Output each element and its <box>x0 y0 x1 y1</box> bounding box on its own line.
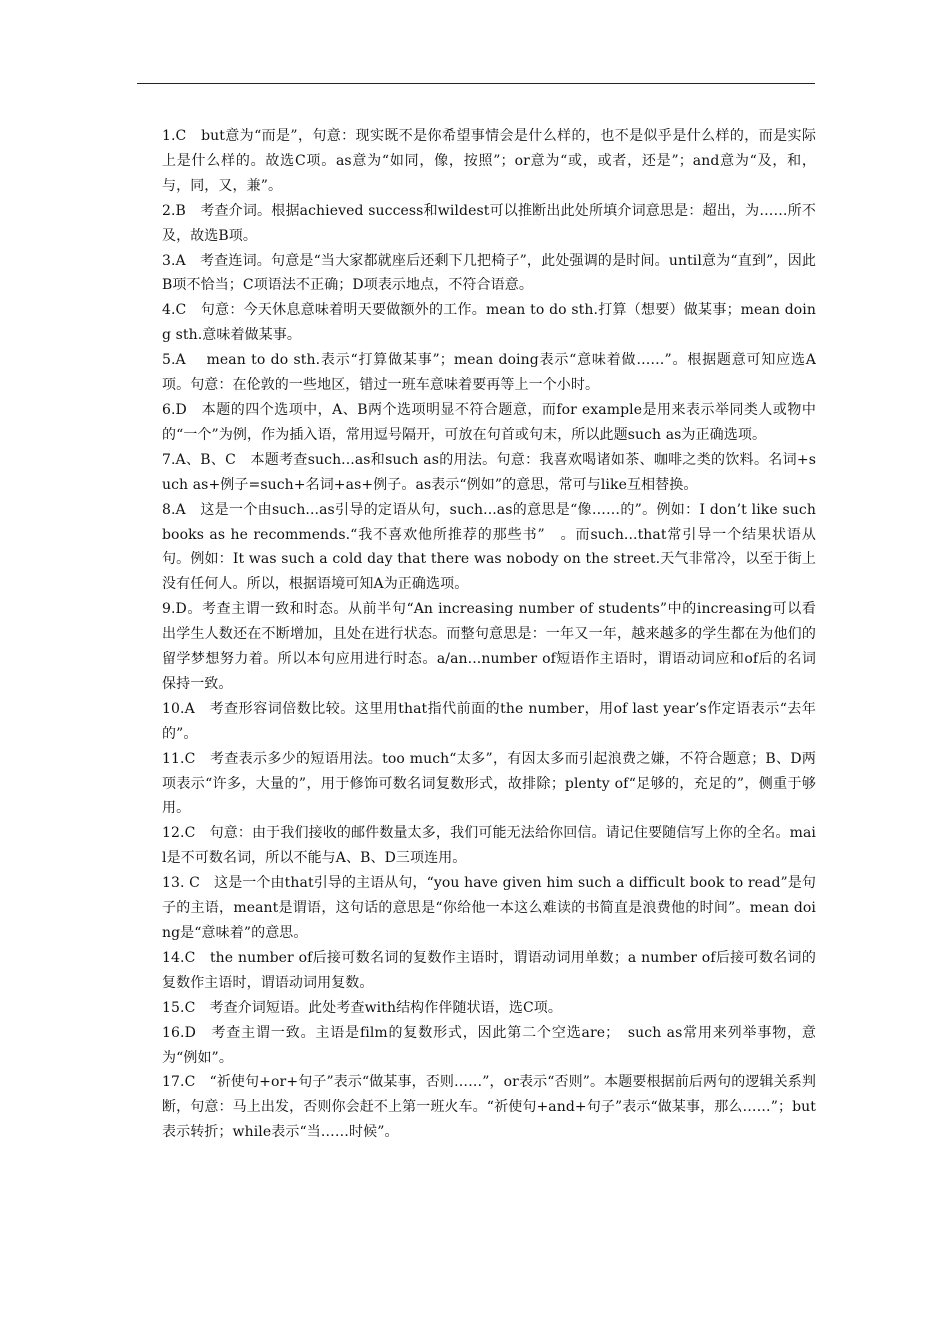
answer-item-16: 16.D 考查主谓一致。主语是film的复数形式，因此第二个空选are； such as常用来列举事物，意为“例如”。 <box>162 1024 816 1066</box>
answer-item-5: 5.A mean to do sth.表示“打算做某事”；mean doing表示“意味着做……”。根据题意可知应选A项。句意：在伦敦的一些地区，错过一班车意味着要再等上一个小时。 <box>162 352 816 394</box>
answer-item-12: 12.C 句意：由于我们接收的邮件数量太多，我们可能无法给你回信。请记住要随信写上你的全名。mail是不可数名词，所以不能与A、B、D三项连用。 <box>162 825 816 867</box>
answer-item-14: 14.C the number of后接可数名词的复数作主语时，谓语动词用单数；a number of后接可数名词的复数作主语时，谓语动词用复数。 <box>162 949 816 991</box>
header-rule <box>137 83 815 84</box>
answer-item-8: 8.A 这是一个由such...as引导的定语从句，such...as的意思是“像……的”。例如：I don’t like such books as he recommends.“我不喜欢他所推荐的那些书” 。而such...that常引导一个结果状语从句。例如：It was such a cold day that there was nobody on the street.天气非常冷，以至于街上没有任何人。所以，根据语境可知A为正确选项。 <box>162 501 816 593</box>
answer-item-1: 1.C but意为“而是”，句意：现实既不是你希望事情会是什么样的，也不是似乎是什么样的，而是实际上是什么样的。故选C项。as意为“如同，像，按照”；or意为“或，或者，还是”；and意为“及，和，与，同，又，兼”。 <box>162 128 816 194</box>
answer-item-6: 6.D 本题的四个选项中，A、B两个选项明显不符合题意，而for example是用来表示举同类人或物中的“一个”为例，作为插入语，常用逗号隔开，可放在句首或句末，所以此题such as为正确选项。 <box>162 401 816 443</box>
answer-item-11: 11.C 考查表示多少的短语用法。too much“太多”，有因太多而引起浪费之嫌，不符合题意；B、D两项表示“许多，大量的”，用于修饰可数名词复数形式，故排除；plenty of“足够的，充足的”，侧重于够用。 <box>162 750 816 817</box>
answer-item-15: 15.C 考查介词短语。此处考查with结构作伴随状语，选C项。 <box>162 999 562 1016</box>
answer-item-4: 4.C 句意：今天休息意味着明天要做额外的工作。mean to do sth.打算（想要）做某事；mean doing sth.意味着做某事。 <box>162 302 816 344</box>
answer-item-17: 17.C “祈使句+or+句子”表示“做某事，否则……”，or表示“否则”。本题要根据前后两句的逻辑关系判断，句意：马上出发，否则你会赶不上第一班火车。“祈使句+and+句子”表示“做某事，那么……”；but表示转折；while表示“当……时候”。 <box>162 1074 816 1141</box>
answer-item-2: 2.B 考查介词。根据achieved success和wildest可以推断出此处所填介词意思是：超出，为……所不及，故选B项。 <box>162 202 816 244</box>
answer-list <box>162 124 816 1145</box>
answer-item-7: 7.A、B、C 本题考查such...as和such as的用法。句意：我喜欢喝诸如茶、咖啡之类的饮料。名词+such as+例子=such+名词+as+例子。as表示“例如”的意思，常可与like互相替换。 <box>162 451 816 493</box>
answer-item-10: 10.A 考查形容词倍数比较。这里用that指代前面的the number，用of last year’s作定语表示“去年的”。 <box>162 700 816 742</box>
answer-item-9: 9.D。考查主谓一致和时态。从前半句“An increasing number of students”中的increasing可以看出学生人数还在不断增加，且处在进行状态。而整句意思是：一年又一年，越来越多的学生都在为他们的留学梦想努力着。所以本句应用进行时态。a/an...number of短语作主语时，谓语动词应和of后的名词保持一致。 <box>162 601 816 692</box>
answer-item-13: 13. C 这是一个由that引导的主语从句，“you have given him such a difficult book to read”是句子的主语，meant是谓语，这句话的意思是“你给他一本这么难读的书简直是浪费他的时间”。mean doing是“意味着”的意思。 <box>162 875 816 941</box>
answer-item-3: 3.A 考查连词。句意是“当大家都就座后还剩下几把椅子”，此处强调的是时间。until意为“直到”，因此B项不恰当；C项语法不正确；D项表示地点，不符合语意。 <box>162 252 816 294</box>
